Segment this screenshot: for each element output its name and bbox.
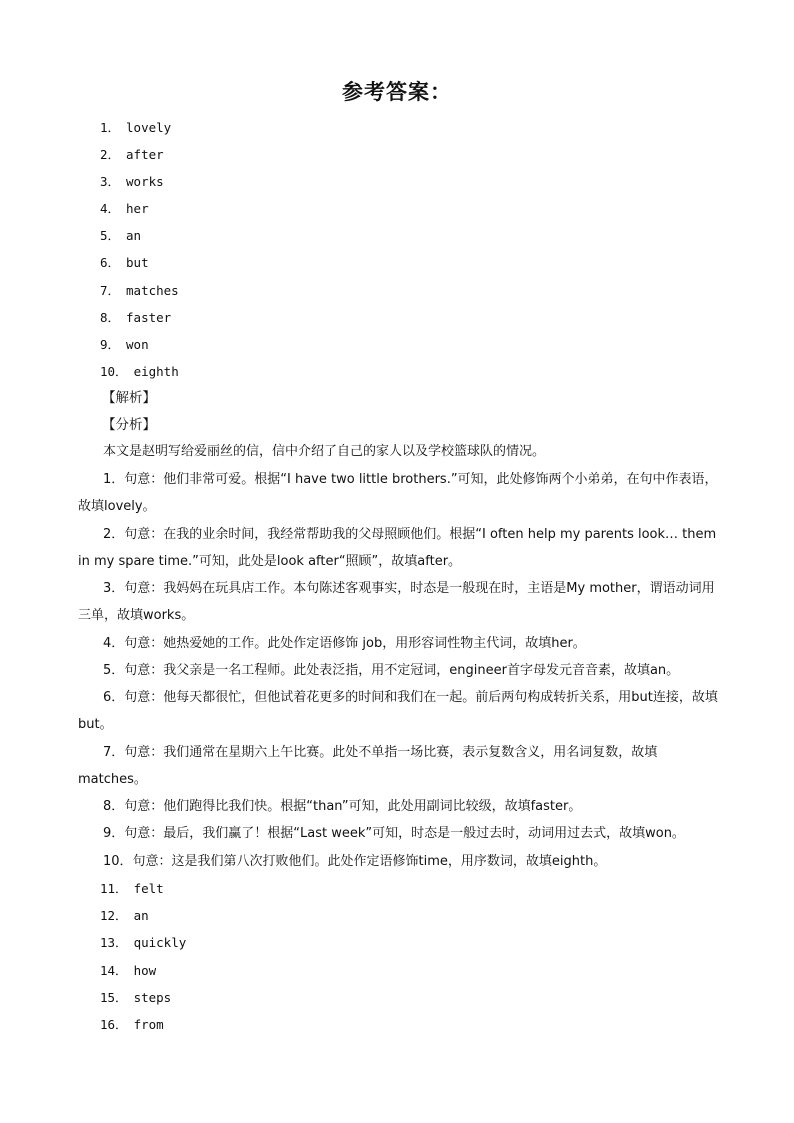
- answer-item: [100, 118, 171, 138]
- answer-word: quickly: [133, 935, 187, 950]
- answer-item: [100, 879, 164, 899]
- answer-number: 2．: [100, 147, 121, 162]
- answer-number: 1．: [100, 120, 121, 135]
- answer-item: [100, 199, 149, 219]
- answer-item: [100, 988, 171, 1008]
- explanation-paragraph: 10．句意：这是我们第八次打败他们。此处作定语修饰time，用序数词，故填eighth。: [103, 854, 607, 869]
- explanation-paragraph: 4．句意：她热爱她的工作。此处作定语修饰 job，用形容词性物主代词，故填her。: [103, 636, 586, 651]
- answer-number: 12．: [100, 908, 128, 923]
- answer-word: matches: [126, 283, 179, 298]
- explanation-paragraph: 5．句意：我父亲是一名工程师。此处表泛指，用不定冠词，engineer首字母发元音音素，故填an。: [103, 663, 680, 678]
- explanation-paragraph: 2．句意：在我的业余时间，我经常帮助我的父母照顾他们。根据“I often help my parents look… them in my spare time.”可知，此处是look after“照顾”，故填after。: [78, 527, 717, 569]
- answer-word: works: [126, 174, 164, 189]
- answer-item: [100, 906, 149, 926]
- answer-word: her: [126, 201, 149, 216]
- section-label-jiexi: 【解析】: [102, 390, 156, 406]
- answer-item: [100, 281, 179, 301]
- section-label-fenxi: 【分析】: [102, 417, 156, 433]
- answer-number: 5．: [100, 228, 121, 243]
- answer-number: 15．: [100, 990, 128, 1005]
- answer-item: [100, 933, 186, 953]
- explanation-paragraph: 7．句意：我们通常在星期六上午比赛。此处不单指一场比赛，表示复数含义，用名词复数，故填matches。: [78, 745, 658, 787]
- answer-word: won: [126, 337, 149, 352]
- answer-word: how: [133, 963, 157, 978]
- answer-item: [100, 961, 156, 981]
- answer-number: 14．: [100, 963, 128, 978]
- answer-word: faster: [126, 310, 172, 325]
- answer-word: steps: [133, 990, 172, 1005]
- answer-item: [100, 145, 164, 165]
- answer-item: [100, 335, 149, 355]
- answer-number: 9．: [100, 337, 121, 352]
- answer-number: 11．: [100, 881, 128, 896]
- answer-item: [100, 308, 171, 328]
- explanation-paragraph: 6．句意：他每天都很忙，但他试着花更多的时间和我们在一起。前后两句构成转折关系，用but连接，故填but。: [78, 690, 718, 732]
- answer-number: 3．: [100, 174, 121, 189]
- answer-number: 10．: [100, 364, 128, 379]
- answer-number: 4．: [100, 201, 121, 216]
- explanation-paragraph: 8．句意：他们跑得比我们快。根据“than”可知，此处用副词比较级，故填faster。: [103, 799, 582, 814]
- answer-item: [100, 172, 164, 192]
- answer-item: [100, 362, 179, 382]
- answer-word: an: [126, 228, 142, 243]
- answer-item: [100, 1015, 164, 1035]
- answer-number: 8．: [100, 310, 121, 325]
- intro-paragraph: 本文是赵明写给爱丽丝的信，信中介绍了自己的家人以及学校篮球队的情况。: [103, 444, 546, 459]
- explanation-paragraph: 3．句意：我妈妈在玩具店工作。本句陈述客观事实，时态是一般现在时，主语是My mother，谓语动词用三单，故填works。: [78, 581, 715, 623]
- answer-number: 16．: [100, 1017, 128, 1032]
- answer-word: but: [126, 255, 149, 270]
- explanation-paragraph: 9．句意：最后，我们赢了！根据“Last week”可知，时态是一般过去时，动词用过去式，故填won。: [103, 826, 685, 841]
- answer-item: [100, 226, 141, 246]
- answer-item: [100, 253, 149, 273]
- answer-word: an: [133, 908, 149, 923]
- page-title: 参考答案：: [342, 80, 452, 104]
- answer-word: lovely: [126, 120, 172, 135]
- answer-number: 7．: [100, 283, 121, 298]
- answer-word: from: [133, 1017, 164, 1032]
- answer-number: 13．: [100, 935, 128, 950]
- answer-word: felt: [133, 881, 164, 896]
- explanation-paragraph: 1．句意：他们非常可爱。根据“I have two little brothers.”可知，此处修饰两个小弟弟，在句中作表语，故填lovely。: [78, 472, 718, 514]
- answer-number: 6．: [100, 255, 121, 270]
- answer-word: after: [126, 147, 164, 162]
- answer-word: eighth: [133, 364, 179, 379]
